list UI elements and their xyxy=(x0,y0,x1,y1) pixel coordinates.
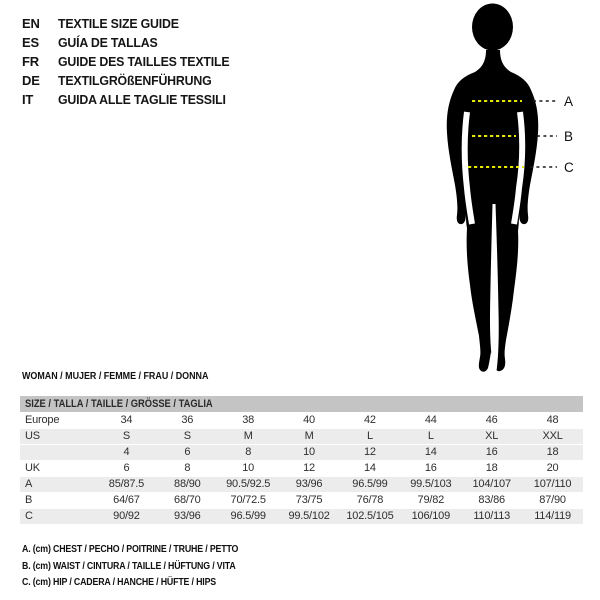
size-table-row xyxy=(20,461,583,477)
size-table-cell: L xyxy=(427,430,434,442)
size-table-cell: 106/109 xyxy=(411,510,450,522)
size-table-row-label: US xyxy=(25,430,40,442)
size-table-cell: 87/90 xyxy=(539,494,566,506)
legend-waist: B. (cm) WAIST / CINTURA / TAILLE / HÜFTUNG / VITA xyxy=(22,559,236,572)
size-table-cell: L xyxy=(366,430,373,442)
language-title: TEXTILE SIZE GUIDE xyxy=(58,16,179,31)
language-code: ES xyxy=(22,35,39,50)
size-table-row-label: Europe xyxy=(25,414,60,426)
size-table-cell: 99.5/102 xyxy=(288,510,330,522)
size-table-row xyxy=(20,477,583,493)
language-code: IT xyxy=(22,92,34,107)
size-table-cell: 70/72.5 xyxy=(230,494,266,506)
size-table-cell: S xyxy=(122,430,130,442)
language-item xyxy=(22,71,238,90)
size-table-row-label: B xyxy=(25,494,33,506)
size-table-cell: 114/119 xyxy=(534,510,571,522)
size-table-cell: 107/110 xyxy=(533,478,572,490)
language-item xyxy=(22,52,238,71)
measurement-legend xyxy=(22,541,279,591)
size-table-cell: 93/96 xyxy=(174,510,201,522)
size-table-cell: 38 xyxy=(242,414,255,426)
language-title: GUIDA ALLE TAGLIE TESSILI xyxy=(58,92,226,107)
size-table-cell: M xyxy=(243,430,253,442)
size-table-cell: 102.5/105 xyxy=(346,510,394,522)
size-table-cell: 85/87.5 xyxy=(108,478,145,490)
size-table-row-label: UK xyxy=(25,462,40,474)
marker-label-a: A xyxy=(564,94,574,109)
legend-chest: A. (cm) CHEST / PECHO / POITRINE / TRUHE / PETTO xyxy=(22,543,239,555)
size-table-cell: 8 xyxy=(184,462,191,474)
size-table-cell: 90/92 xyxy=(113,510,140,522)
language-title: TEXTILGRÖßENFÜHRUNG xyxy=(58,73,212,88)
woman-silhouette xyxy=(447,4,538,372)
size-table-cell: 6 xyxy=(184,446,191,458)
size-table-cell: 42 xyxy=(364,414,376,426)
size-table-cell: 64/67 xyxy=(113,494,140,506)
language-item xyxy=(22,14,238,33)
size-table-body xyxy=(20,413,583,525)
size-table-cell: 79/82 xyxy=(417,494,445,506)
size-table-cell: XXL xyxy=(542,430,563,442)
size-table-header xyxy=(20,396,583,413)
size-table-cell: 12 xyxy=(303,462,315,474)
language-title-block xyxy=(22,14,238,109)
size-table-cell: 104/107 xyxy=(472,478,511,490)
size-table-row xyxy=(20,429,583,445)
size-table-row xyxy=(20,413,583,429)
size-table-cell: 93/96 xyxy=(295,478,323,490)
size-table-cell: 20 xyxy=(546,462,559,474)
size-table-cell: 48 xyxy=(546,414,559,426)
size-table-cell: 68/70 xyxy=(174,494,201,506)
language-item xyxy=(22,33,238,52)
language-code: EN xyxy=(22,16,40,31)
section-heading: WOMAN / MUJER / FEMME / FRAU / DONNA xyxy=(22,370,209,382)
size-table-cell: S xyxy=(183,430,191,442)
size-table-cell: 18 xyxy=(485,462,498,474)
size-table-cell: 6 xyxy=(123,462,130,474)
size-table-cell: 8 xyxy=(245,446,252,458)
marker-label-c: C xyxy=(564,160,574,175)
size-table-cell: 96.5/99 xyxy=(352,478,388,490)
size-table-row xyxy=(20,509,583,525)
size-table-header-label: SIZE / TALLA / TAILLE / GRÖSSE / TAGLIA xyxy=(25,398,213,410)
size-table-row xyxy=(20,493,583,509)
size-table-cell: 36 xyxy=(181,414,194,426)
size-table-cell: 76/78 xyxy=(356,494,384,506)
size-table-cell: 90.5/92.5 xyxy=(226,478,271,490)
size-table-cell: 110/113 xyxy=(473,510,511,522)
size-table-cell: 73/75 xyxy=(295,494,323,506)
size-table-cell: 34 xyxy=(120,414,133,426)
size-table-cell: 88/90 xyxy=(174,478,201,490)
language-code: DE xyxy=(22,73,40,88)
size-table-cell: 46 xyxy=(485,414,498,426)
size-table-cell: 18 xyxy=(546,446,559,458)
size-table-cell: 10 xyxy=(303,446,315,458)
size-table-cell: 14 xyxy=(364,462,376,474)
size-table-cell: 12 xyxy=(364,446,376,458)
size-table-cell: XL xyxy=(485,430,499,442)
woman-silhouette-figure xyxy=(430,0,585,380)
size-table-row-label: A xyxy=(25,478,33,490)
size-table-row xyxy=(20,445,583,461)
size-table-cell: M xyxy=(304,430,314,442)
size-table-row-label: C xyxy=(25,510,33,522)
size-table-cell: 99.5/103 xyxy=(410,478,452,490)
size-table-cell: 16 xyxy=(485,446,498,458)
marker-label-b: B xyxy=(564,129,574,144)
legend-hip: C. (cm) HIP / CADERA / HANCHE / HÜFTE / HIPS xyxy=(22,576,217,588)
language-title: GUÍA DE TALLAS xyxy=(58,35,158,50)
size-table-cell: 40 xyxy=(303,414,315,426)
language-code: FR xyxy=(22,54,39,69)
size-table-cell: 83/86 xyxy=(478,494,505,506)
size-table xyxy=(20,396,583,525)
language-item xyxy=(22,90,238,109)
size-table-row-label xyxy=(20,445,96,460)
language-title: GUIDE DES TAILLES TEXTILE xyxy=(58,54,230,69)
size-table-cell: 96.5/99 xyxy=(230,510,266,522)
size-table-cell: 10 xyxy=(242,462,255,474)
size-table-cell: 44 xyxy=(424,414,437,426)
size-table-cell: 4 xyxy=(123,446,130,458)
size-table-cell: 14 xyxy=(424,446,437,458)
size-table-cell: 16 xyxy=(424,462,437,474)
